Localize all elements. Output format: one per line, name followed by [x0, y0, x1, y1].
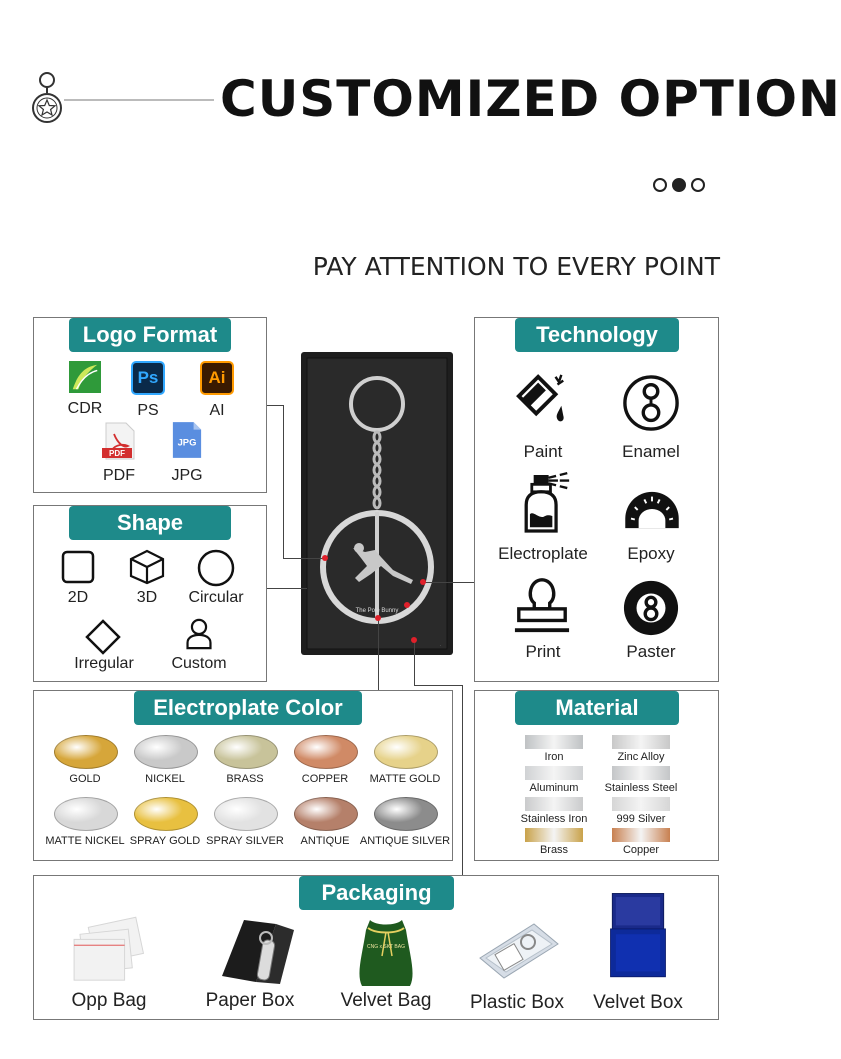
marker-dot — [404, 602, 410, 608]
electroplate-coin-swatch — [54, 797, 118, 831]
material-label: Brass — [539, 844, 569, 856]
electroplate-coin-swatch — [134, 735, 198, 769]
svg-text:JPG: JPG — [177, 436, 197, 448]
electroplate-color-label: MATTE NICKEL — [45, 835, 125, 847]
electroplate-color-label: GOLD — [69, 773, 101, 785]
connector-line — [425, 582, 475, 583]
material-label: Aluminum — [529, 782, 579, 794]
connector-line — [414, 640, 415, 685]
enamel-icon — [622, 374, 680, 432]
packaging-panel — [33, 875, 719, 1020]
electroplate-color-heading: Electroplate Color — [134, 691, 362, 725]
electroplate-color-label: BRASS — [226, 773, 264, 785]
paper-box-label: Paper Box — [205, 990, 295, 1011]
page-subtitle: PAY ATTENTION TO EVERY POINT — [312, 252, 720, 281]
connector-line — [283, 558, 325, 559]
material-swatch — [612, 797, 670, 811]
marker-dot — [375, 615, 381, 621]
material-swatch — [525, 797, 583, 811]
connector-line — [414, 685, 462, 686]
spray-bottle-icon — [515, 472, 571, 534]
electroplate-coin-swatch — [214, 735, 278, 769]
material-label: 999 Silver — [616, 813, 666, 825]
diamond-icon — [85, 619, 121, 655]
pdf-file-icon — [102, 422, 136, 460]
keychain-star-icon — [30, 72, 64, 124]
svg-text:PDF: PDF — [109, 449, 125, 458]
material-swatch — [525, 828, 583, 842]
material-heading: Material — [515, 691, 679, 725]
tech-enamel-label: Enamel — [622, 442, 680, 461]
velvet-bag-label: Velvet Bag — [340, 990, 432, 1011]
electroplate-color-label: NICKEL — [145, 773, 185, 785]
person-icon — [184, 617, 214, 651]
tech-electroplate-label: Electroplate — [498, 544, 588, 563]
material-swatch — [525, 735, 583, 749]
material-swatch — [525, 766, 583, 780]
page-dot-1[interactable] — [653, 178, 667, 192]
material-label: Iron — [544, 751, 564, 763]
material-label: Zinc Alloy — [617, 751, 665, 763]
plastic-box-image — [474, 914, 564, 984]
tech-print-label: Print — [525, 642, 561, 661]
ps-label: PS — [137, 402, 159, 419]
opp-bag-image — [62, 918, 160, 986]
electroplate-coin-swatch — [294, 797, 358, 831]
jpg-label: JPG — [171, 467, 203, 484]
title-divider — [64, 99, 214, 101]
electroplate-coin-swatch — [374, 735, 438, 769]
marker-dot — [420, 579, 426, 585]
material-swatch — [612, 735, 670, 749]
electroplate-coin-swatch — [214, 797, 278, 831]
logo-format-panel — [33, 317, 267, 493]
packaging-heading: Packaging — [299, 876, 454, 910]
protractor-icon — [623, 488, 681, 530]
connector-line — [378, 618, 379, 690]
material-swatch — [612, 828, 670, 842]
tech-epoxy-label: Epoxy — [627, 544, 675, 563]
illustrator-icon: Ai — [200, 361, 234, 395]
page-dot-3[interactable] — [691, 178, 705, 192]
jpg-file-icon — [171, 420, 203, 460]
pdf-label: PDF — [103, 467, 135, 484]
eight-ball-icon — [622, 579, 680, 637]
shape-panel — [33, 505, 267, 682]
electroplate-coin-swatch — [374, 797, 438, 831]
page-dot-2-active[interactable] — [672, 178, 686, 192]
tech-paint-label: Paint — [523, 442, 563, 461]
logo-format-heading: Logo Format — [69, 318, 231, 352]
svg-text:CNG x SKT BAG: CNG x SKT BAG — [367, 944, 405, 950]
connector-line — [462, 685, 463, 875]
shape-custom-label: Custom — [171, 655, 227, 672]
marker-dot — [411, 637, 417, 643]
photoshop-icon: Ps — [131, 361, 165, 395]
electroplate-color-label: ANTIQUE SILVER — [359, 835, 451, 847]
square-icon — [61, 550, 95, 584]
electroplate-color-label: ANTIQUE — [300, 835, 350, 847]
shape-3d-label: 3D — [136, 589, 158, 606]
electroplate-color-label: SPRAY SILVER — [206, 835, 284, 847]
technology-heading: Technology — [515, 318, 679, 352]
connector-line — [440, 645, 441, 646]
electroplate-color-label: MATTE GOLD — [369, 773, 441, 785]
shape-circular-label: Circular — [188, 589, 244, 606]
marker-dot — [322, 555, 328, 561]
paper-box-image — [214, 916, 304, 986]
cdr-label: CDR — [67, 400, 103, 417]
opp-bag-label: Opp Bag — [71, 990, 147, 1011]
material-swatch — [612, 766, 670, 780]
plastic-box-label: Plastic Box — [470, 992, 564, 1013]
velvet-bag-image — [346, 916, 426, 988]
circle-icon — [197, 549, 235, 587]
tech-paster-label: Paster — [626, 642, 676, 661]
paint-bucket-icon — [513, 371, 571, 429]
electroplate-color-label: SPRAY GOLD — [129, 835, 201, 847]
connector-line — [283, 405, 284, 558]
pagination-dots[interactable] — [653, 178, 705, 192]
material-panel — [474, 690, 719, 861]
velvet-box-image — [607, 886, 669, 986]
page-title: CUSTOMIZED OPTION — [220, 70, 841, 128]
shape-2d-label: 2D — [67, 589, 89, 606]
coreldraw-icon — [69, 361, 101, 393]
ai-label: AI — [209, 402, 225, 419]
electroplate-coin-swatch — [54, 735, 118, 769]
keychain-product-box — [301, 352, 453, 655]
connector-line — [267, 588, 307, 589]
shape-irregular-label: Irregular — [74, 655, 134, 672]
electroplate-coin-swatch — [294, 735, 358, 769]
cube-icon — [129, 549, 165, 585]
velvet-box-label: Velvet Box — [593, 992, 683, 1013]
technology-panel — [474, 317, 719, 682]
electroplate-color-panel — [33, 690, 453, 861]
material-label: Stainless Iron — [520, 813, 588, 825]
shape-heading: Shape — [69, 506, 231, 540]
connector-line — [267, 405, 283, 406]
material-label: Copper — [622, 844, 660, 856]
keychain-engraving: The Pole Bunny — [355, 608, 399, 614]
material-label: Stainless Steel — [604, 782, 678, 794]
electroplate-color-label: COPPER — [301, 773, 349, 785]
electroplate-coin-swatch — [134, 797, 198, 831]
stamp-icon — [513, 576, 571, 634]
